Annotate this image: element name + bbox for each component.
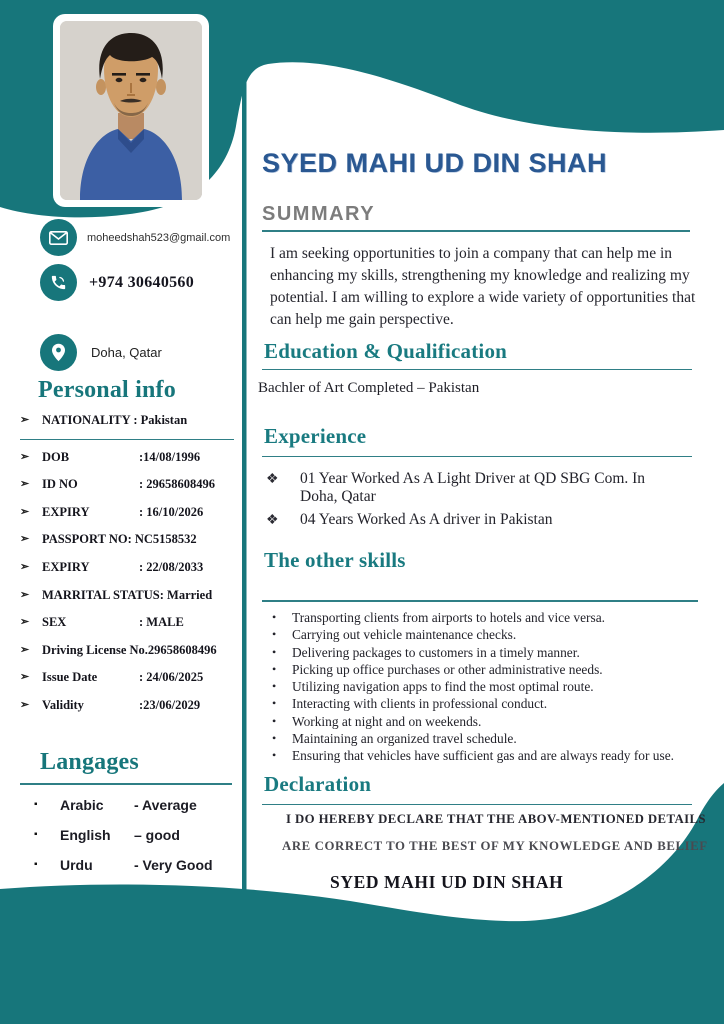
list-item <box>34 857 244 873</box>
skill-text: Picking up office purchases or other administrative needs. <box>292 661 603 677</box>
education-text: Bachler of Art Completed – Pakistan <box>258 380 480 396</box>
location-text: Doha, Qatar <box>91 345 162 360</box>
list-item <box>20 615 240 630</box>
pi-label: Validity <box>42 697 84 712</box>
arrow-bullet-icon: ➢ <box>20 643 30 656</box>
arrow-bullet-icon: ➢ <box>20 560 30 573</box>
list-item <box>272 609 708 626</box>
declaration-line2: ARE CORRECT TO THE BEST OF MY KNOWLEDGE AND BELIEF <box>282 839 708 853</box>
pi-value: : 22/08/2033 <box>139 559 204 574</box>
list-item <box>20 450 240 465</box>
contact-email-row <box>40 219 230 256</box>
contact-phone-row <box>40 264 194 301</box>
languages-list <box>34 797 244 887</box>
pi-value: : 29658608496 <box>139 477 216 492</box>
language-name: Arabic <box>60 797 104 813</box>
dot-bullet-icon: • <box>272 679 277 694</box>
map-pin-icon <box>40 334 77 371</box>
arrow-bullet-icon: ➢ <box>20 671 30 684</box>
divider <box>20 783 232 785</box>
skills-list <box>272 609 708 765</box>
diamond-bullet-icon: ❖ <box>266 513 279 528</box>
list-item <box>20 505 240 520</box>
dot-bullet-icon: • <box>272 610 277 624</box>
vertical-divider-line <box>242 60 247 896</box>
page-title: SYED MAHI UD DIN SHAH <box>262 148 608 178</box>
list-item <box>272 730 708 747</box>
arrow-bullet-icon: ➢ <box>20 478 30 491</box>
dot-bullet-icon: • <box>272 713 277 728</box>
divider <box>262 369 692 370</box>
dot-bullet-icon: • <box>272 661 277 676</box>
skill-text: Transporting clients from airports to hotels and vice versa. <box>292 610 606 625</box>
skill-text: Delivering packages to customers in a timely manner. <box>292 644 580 660</box>
list-item <box>272 678 708 695</box>
list-item <box>266 511 706 529</box>
skill-text: Maintaining an organized travel schedule. <box>292 731 517 747</box>
skill-text: Utilizing navigation apps to find the most optimal route. <box>292 679 594 695</box>
list-item <box>272 713 708 730</box>
pi-value: :23/06/2029 <box>139 697 201 712</box>
pi-value: : 24/06/2025 <box>139 670 204 685</box>
languages-title: Langages <box>40 749 139 775</box>
phone-icon <box>40 264 77 301</box>
list-item <box>20 588 240 603</box>
square-bullet-icon: ▪ <box>34 799 38 810</box>
language-level: – good <box>134 827 180 843</box>
phone-text[interactable]: +974 30640560 <box>89 273 195 291</box>
arrow-bullet-icon: ➢ <box>20 698 30 711</box>
language-level: - Average <box>134 797 197 813</box>
summary-title: SUMMARY <box>262 203 690 232</box>
list-item <box>20 413 240 428</box>
pi-label: EXPIRY <box>42 559 90 574</box>
square-bullet-icon: ▪ <box>34 859 38 870</box>
pi-label: ID NO <box>42 477 78 492</box>
pi-value: : MALE <box>139 615 184 630</box>
diamond-bullet-icon: ❖ <box>266 472 279 487</box>
pi-value: Pakistan <box>140 413 188 427</box>
list-item <box>20 670 240 685</box>
list-item <box>272 644 708 661</box>
skill-text: Ensuring that vehicles have sufficient gas and are always ready for use. <box>292 748 674 764</box>
skill-text: Interacting with clients in professional conduct. <box>292 696 548 712</box>
dot-bullet-icon: • <box>272 696 277 711</box>
pi-label: NATIONALITY : <box>42 413 138 427</box>
dot-bullet-icon: • <box>272 731 277 746</box>
list-item <box>272 626 708 643</box>
email-text[interactable]: moheedshah523@gmail.com <box>87 231 231 244</box>
experience-list <box>266 470 706 534</box>
list-item <box>20 560 240 575</box>
pi-label: PASSPORT NO: <box>42 532 132 547</box>
declaration-line1: I DO HEREBY DECLARE THAT THE ABOV-MENTIONED DETAILS <box>286 812 706 826</box>
envelope-icon <box>40 219 77 256</box>
other-skills-title: The other skills <box>264 548 406 572</box>
contact-location-row <box>40 334 162 371</box>
personal-info-list <box>20 413 240 726</box>
signature-name: SYED MAHI UD DIN SHAH <box>330 872 564 892</box>
language-name: English <box>60 827 111 843</box>
arrow-bullet-icon: ➢ <box>20 450 30 463</box>
profile-photo <box>60 21 202 200</box>
personal-info-title: Personal info <box>38 377 176 403</box>
arrow-bullet-icon: ➢ <box>20 414 30 426</box>
dot-bullet-icon: • <box>272 748 277 763</box>
list-item <box>34 797 244 813</box>
list-item <box>20 532 240 547</box>
pi-value: No.29658608496 <box>129 642 217 657</box>
square-bullet-icon: ▪ <box>34 829 38 840</box>
declaration-title: Declaration <box>264 772 372 796</box>
list-item <box>34 827 244 843</box>
skill-text: Working at night and on weekends. <box>292 713 482 729</box>
list-item <box>266 470 706 506</box>
arrow-bullet-icon: ➢ <box>20 588 30 601</box>
language-level: - Very Good <box>134 857 213 873</box>
pi-label: EXPIRY <box>42 504 90 519</box>
list-item <box>272 695 708 712</box>
list-item <box>20 698 240 713</box>
pi-label: SEX <box>42 615 67 630</box>
pi-value: Married <box>167 587 213 602</box>
language-name: Urdu <box>60 857 93 873</box>
list-item <box>20 477 240 492</box>
pi-label: DOB <box>42 449 70 464</box>
pi-label: MARRITAL STATUS: <box>42 587 164 602</box>
list-item <box>272 747 708 764</box>
pi-label: Issue Date <box>42 670 98 685</box>
pi-value: :14/08/1996 <box>139 449 201 464</box>
divider <box>262 456 692 457</box>
experience-text: 04 Years Worked As A driver in Pakistan <box>300 511 553 528</box>
profile-photo-frame <box>53 14 209 207</box>
dot-bullet-icon: • <box>272 644 277 659</box>
skill-text: Carrying out vehicle maintenance checks. <box>292 627 517 643</box>
arrow-bullet-icon: ➢ <box>20 616 30 629</box>
pi-value: NC5158532 <box>134 532 197 547</box>
list-item <box>20 643 240 658</box>
list-item <box>272 661 708 678</box>
education-title: Education & Qualification <box>264 339 508 363</box>
arrow-bullet-icon: ➢ <box>20 533 30 546</box>
experience-text: 01 Year Worked As A Light Driver at QD SBG Com. In Doha, Qatar <box>300 470 646 505</box>
dot-bullet-icon: • <box>272 627 277 642</box>
pi-label: Driving License <box>42 642 127 657</box>
pi-value: : 16/10/2026 <box>139 504 204 519</box>
divider <box>262 600 698 602</box>
summary-text: I am seeking opportunities to join a company that can help me in enhancing my skills, strengthening my knowledge and realizing my potential. I am willing to explore a wide variety of opportunities that can help me gain perspective. <box>270 245 696 328</box>
experience-title: Experience <box>264 424 367 448</box>
arrow-bullet-icon: ➢ <box>20 505 30 518</box>
divider <box>20 439 234 440</box>
divider <box>262 804 692 805</box>
